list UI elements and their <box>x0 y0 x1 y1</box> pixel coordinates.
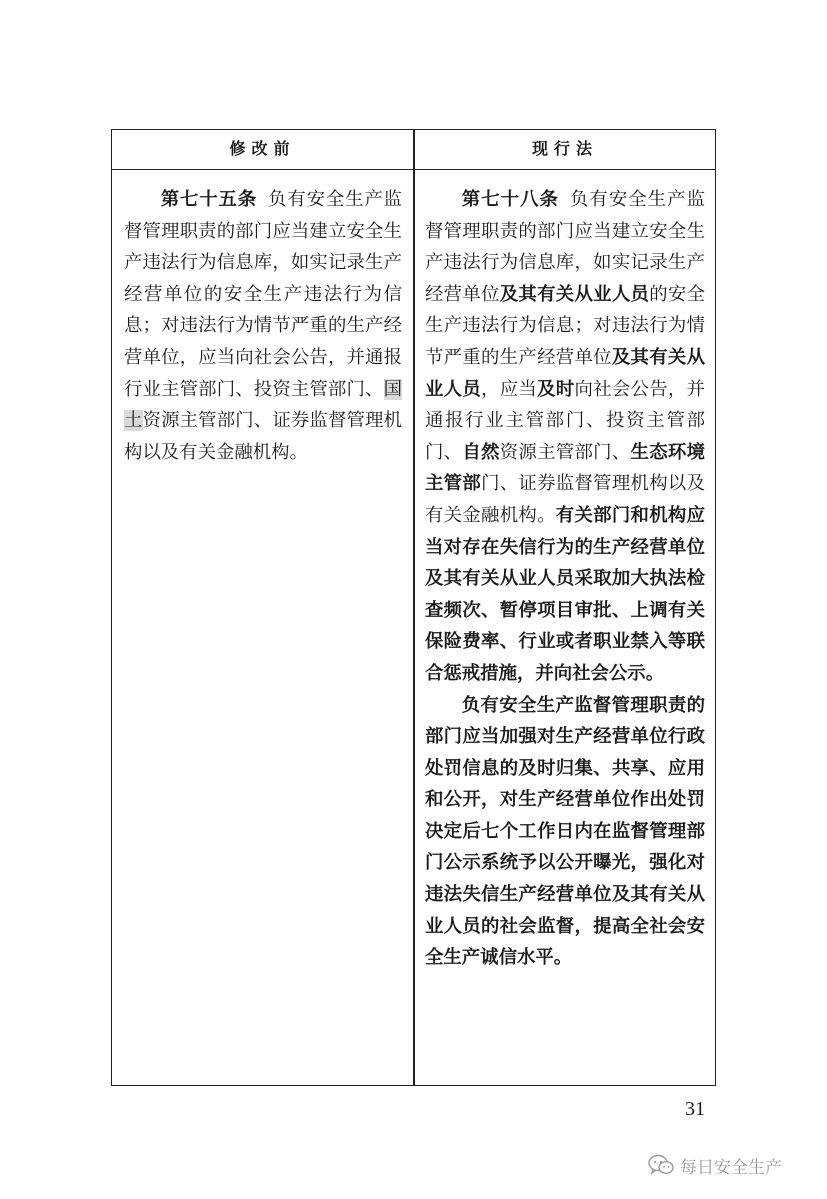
current-text-5: 资源主管部门、 <box>499 441 631 463</box>
current-article-number: 第七十八条 <box>461 189 559 210</box>
current-text-6: 门、证券监督管理机构以及有关金融机构。 <box>425 473 705 526</box>
current-text-3: ，应当 <box>481 378 538 400</box>
header-before: 修改前 <box>229 139 296 158</box>
table-header-row <box>112 130 715 170</box>
before-article-number: 第七十五条 <box>160 189 258 210</box>
current-bold-1: 及其有关从业人员 <box>499 283 650 305</box>
current-text-4: 向社会公告，并通报行业主管部门、投资主管部门、 <box>425 378 705 463</box>
page-number: 31 <box>685 1098 705 1120</box>
wechat-icon <box>648 1154 674 1176</box>
watermark-text: 每日安全生产 <box>680 1157 782 1178</box>
current-text-1: 负有安全生产监督管理职责的部门应当建立安全生产违法行为信息库，如实记录生产经营单位 <box>425 189 705 305</box>
before-text-2: 资源主管部门、证券监督管理机构以及有关金融机构。 <box>124 410 402 463</box>
before-paragraph <box>124 184 402 468</box>
current-paragraph-2: 负有安全生产监督管理职责的部门应当加强对生产经营单位行政处罚信息的及时归集、共享、应用和公开，对生产经营单位作出处罚决定后七个工作日内在监督管理部门公示系统予以公开曝光，强化对违法失信生产经营单位及其有关从业人员的社会监督，提高全社会安全生产诚信水平。 <box>425 694 705 969</box>
column-divider <box>413 130 415 1085</box>
header-current: 现行法 <box>531 139 598 158</box>
comparison-table <box>111 129 716 1086</box>
current-text-2: 的安全生产违法行为信息；对违法行为情节严重的生产经营单位 <box>425 283 705 368</box>
current-bold-3: 及时 <box>537 378 575 400</box>
current-bold-2: 及其有关从业人员 <box>425 346 705 400</box>
cell-current <box>425 184 705 974</box>
current-bold-5: 生态环境主管部 <box>425 441 705 495</box>
current-bold-6: 有关部门和机构应当对存在失信行为的生产经营单位及其有关从业人员采取加大执法检查频次、暂停项目审批、上调有关保险费率、行业或者职业禁入等联合惩戒措施，并向社会公示。 <box>425 504 705 684</box>
watermark <box>648 1150 782 1180</box>
cell-before <box>124 184 402 468</box>
current-bold-4: 自然 <box>462 441 500 463</box>
before-highlighted-text: 国土 <box>124 378 402 432</box>
before-text-1: 负有安全生产监督管理职责的部门应当建立安全生产违法行为信息库，如实记录生产经营单位的安全生产违法行为信息；对违法行为情节严重的生产经营单位，应当向社会公告，并通报行业主管部门、投资主管部门、 <box>124 189 402 400</box>
current-paragraph-1 <box>425 184 705 690</box>
